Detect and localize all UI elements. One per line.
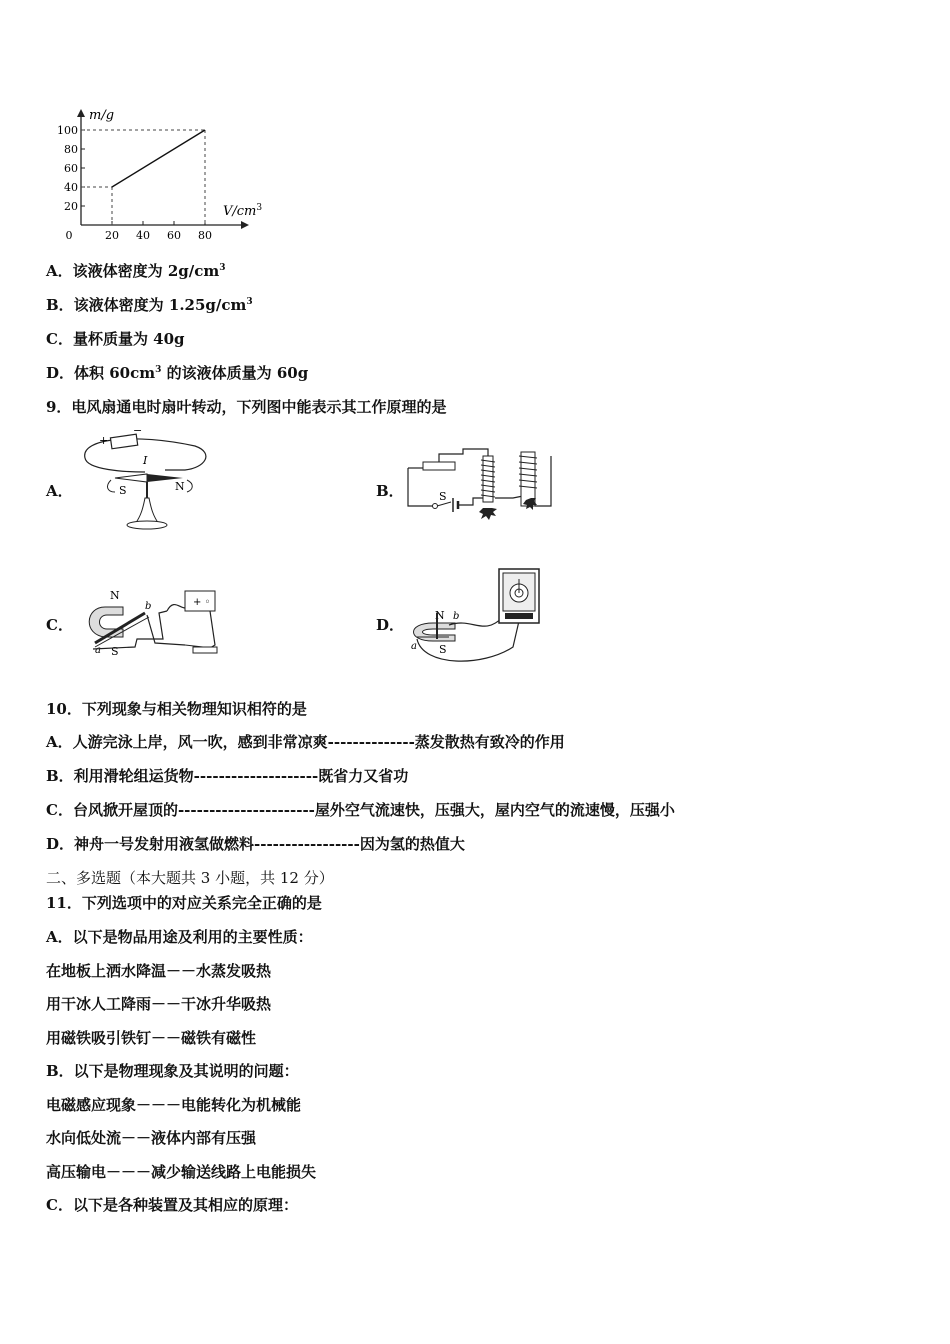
- svg-text:S: S: [111, 645, 119, 658]
- mass-volume-graph: [45, 105, 285, 250]
- q8-option-a: A．该液体密度为 $2g/cm^3$: [46, 262, 226, 280]
- q11-b-heading: B．以下是物理现象及其说明的问题：: [46, 1062, 299, 1080]
- x-tick-label: 20: [105, 229, 119, 242]
- x-tick-label: 40: [136, 229, 150, 242]
- q11-c-heading: C．以下是各种装置及其相应的原理：: [46, 1196, 298, 1214]
- q9-figure-d: [403, 567, 553, 667]
- q11-b-item-3: 高压输电－－－减少输送线路上电能损失: [46, 1163, 317, 1181]
- svg-text:+ ◦: + ◦: [193, 597, 211, 608]
- q11-a-heading: A．以下是物品用途及利用的主要性质：: [46, 928, 313, 946]
- q9-figure-c: [75, 585, 235, 665]
- q11-a-item-1: 在地板上洒水降温－－水蒸发吸热: [46, 962, 272, 980]
- q9-label-a: A．: [46, 482, 73, 500]
- data-line: [112, 130, 205, 187]
- q11-a-item-2: 用干冰人工降雨－－干冰升华吸热: [46, 995, 272, 1013]
- q9-label-b: B．: [376, 482, 404, 500]
- y-tick-label: 100: [57, 124, 78, 137]
- svg-text:a: a: [411, 641, 417, 652]
- svg-text:I: I: [143, 454, 148, 467]
- q11-b-item-2: 水向低处流－－液体内部有压强: [46, 1129, 257, 1147]
- q10-stem: 10．下列现象与相关物理知识相符的是: [46, 700, 307, 718]
- q10-option-b: B．利用滑轮组运货物--------------------既省力又省功: [46, 767, 409, 785]
- q8-option-b: B．该液体密度为 $1.25g/cm^3$: [46, 296, 253, 314]
- q10-option-d: D．神舟一号发射用液氢做燃料-----------------因为氢的热值大: [46, 835, 465, 853]
- svg-text:N: N: [175, 480, 185, 493]
- svg-text:S: S: [119, 484, 127, 497]
- q9-stem: 9．电风扇通电时扇叶转动，下列图中能表示其工作原理的是: [46, 398, 447, 416]
- section-heading: 二、多选题（本大题共 3 小题，共 12 分）: [46, 869, 334, 887]
- q9-label-c: C．: [46, 616, 73, 634]
- q10-option-c: C．台风掀开屋顶的----------------------屋外空气流速快，压强大，屋内空气的流速慢，压强小: [46, 801, 675, 819]
- x-tick-label: 0: [65, 229, 73, 242]
- q9-figure-a: [75, 428, 215, 533]
- y-tick-label: 40: [64, 181, 78, 194]
- q8-option-c: C．量杯质量为 40g: [46, 330, 185, 348]
- svg-text:−: −: [133, 428, 143, 437]
- q11-a-item-3: 用磁铁吸引铁钉－－磁铁有磁性: [46, 1029, 257, 1047]
- x-axis-label: $V/cm^3$: [223, 203, 263, 219]
- x-tick-label: 80: [198, 229, 212, 242]
- y-tick-label: 60: [64, 162, 78, 175]
- svg-text:N: N: [435, 609, 445, 622]
- q9-figure-b: [403, 446, 563, 531]
- svg-text:N: N: [110, 589, 120, 602]
- svg-text:+: +: [99, 434, 109, 447]
- y-tick-label: 20: [64, 200, 78, 213]
- q10-option-a: A．人游完泳上岸，风一吹，感到非常凉爽--------------蒸发散热有致冷的作用: [46, 733, 565, 751]
- y-axis-label: m/g: [89, 108, 115, 123]
- svg-text:a: a: [95, 645, 101, 656]
- svg-text:b: b: [453, 611, 460, 622]
- q9-label-d: D．: [376, 616, 405, 634]
- y-axis-arrow: [77, 109, 85, 117]
- svg-text:S: S: [439, 643, 447, 656]
- x-tick-label: 60: [167, 229, 181, 242]
- svg-text:b: b: [145, 601, 152, 612]
- x-axis-arrow: [241, 221, 249, 229]
- y-tick-label: 80: [64, 143, 78, 156]
- q11-b-item-1: 电磁感应现象－－－电能转化为机械能: [46, 1096, 302, 1114]
- q8-option-d: D．体积 $60cm^3$ 的该液体质量为 60g: [46, 364, 309, 382]
- q11-stem: 11．下列选项中的对应关系完全正确的是: [46, 894, 322, 912]
- svg-text:S: S: [439, 490, 447, 503]
